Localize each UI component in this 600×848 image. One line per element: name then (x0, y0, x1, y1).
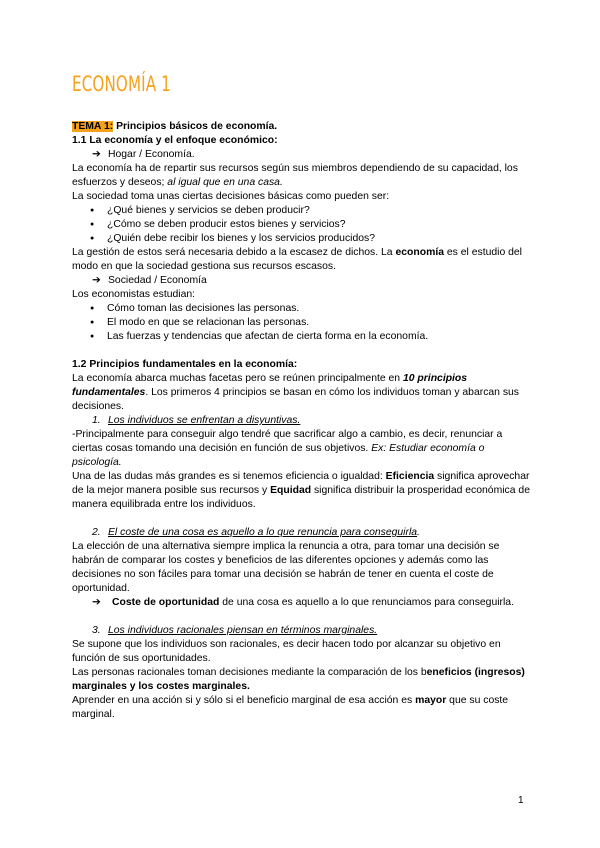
paragraph-comparacion (72, 666, 530, 694)
principle-number: 1. (92, 415, 101, 426)
paragraph-text: La economía abarca muchas facetas pero se reúnen principalmente en (72, 373, 403, 384)
paragraph-bold: eneficios (ingresos) marginales y los costes marginales. (72, 667, 525, 692)
paragraph-text: La economía ha de repartir sus recursos según sus miembros dependiendo de su capacidad, los esfuerzos y deseos; (72, 163, 518, 188)
spacer (72, 610, 530, 624)
arrow-icon: ➔ (92, 275, 101, 286)
arrow-icon: ➔ (92, 149, 101, 160)
paragraph-eficiencia (72, 470, 530, 512)
principle-number: 2. (92, 527, 101, 538)
document-title: ECONOMÍA 1 (72, 72, 171, 96)
principle-title: El coste de una cosa es aquello a lo que renuncia para conseguirla (108, 527, 418, 538)
spacer (72, 512, 530, 526)
paragraph-text: es el estudio del modo en que la sociedad gestiona sus recursos escasos. (72, 247, 522, 272)
paragraph-bold: economía (395, 247, 444, 258)
principle-title: Los individuos racionales piensan en términos marginales. (108, 625, 378, 636)
paragraph-economistas: Los economistas estudian: (72, 289, 196, 300)
paragraph-gestion (72, 246, 530, 274)
arrow-item-hogar (72, 148, 530, 162)
principle-title-tail: . (417, 527, 420, 538)
paragraph-text: . Los primeros 4 principios se basan en cómo los individuos toman y abarcan sus decisiones. (72, 387, 520, 412)
arrow-item-coste (72, 596, 530, 610)
paragraph-racionales: Se supone que los individuos son racionales, es decir hacen todo por alcanzar su objetivo en función de sus oportunidades. (72, 639, 501, 664)
list-item: ● ¿Cómo se deben producir estos bienes y servicios? (72, 218, 530, 232)
arrow-item-text: Sociedad / Economía (108, 275, 207, 286)
arrow-item-text: de una cosa es aquello a lo que renunciamos para conseguirla. (219, 597, 514, 608)
topic-label: TEMA 1: (72, 121, 114, 132)
paragraph-bold: Eficiencia (385, 471, 435, 482)
principle-title: Los individuos se enfrentan a disyuntivas. (108, 415, 301, 426)
principle-3 (72, 624, 530, 638)
list-item: ● El modo en que se relacionan las personas. (72, 316, 530, 330)
arrow-icon: ➔ (92, 597, 101, 608)
section-2-heading: 1.2 Principios fundamentales en la economía: (72, 359, 298, 370)
paragraph-text: Las personas racionales toman decisiones mediante la comparación de los b (72, 667, 427, 678)
page-number: 1 (518, 795, 524, 806)
paragraph-text: significa distribuir la prosperidad económica de manera equilibrada entre los individuos. (72, 485, 530, 510)
paragraph-text: Aprender en una acción si y sólo si el beneficio marginal de esa acción es (72, 695, 416, 706)
topic-title: Principios básicos de economía. (113, 121, 278, 132)
bullet-list-study (72, 302, 530, 344)
paragraph-aprender (72, 694, 530, 722)
list-item: ● Cómo toman las decisiones las personas. (72, 302, 530, 316)
paragraph-text: -Principalmente para conseguir algo tendré que sacrificar algo a cambio, es decir, renunciar a ciertas cosas tomando una decisión en función de sus objetivos. (72, 429, 503, 454)
principle-1 (72, 414, 530, 428)
bullet-list-questions (72, 204, 530, 246)
document-page (72, 70, 530, 722)
paragraph-sacrificar (72, 428, 530, 470)
paragraph-recursos (72, 162, 530, 190)
section-1-heading: 1.1 La economía y el enfoque económico: (72, 135, 278, 146)
spacer (72, 344, 530, 358)
paragraph-bold: Equidad (270, 485, 312, 496)
arrow-item-text: Hogar / Economía. (108, 149, 195, 160)
paragraph-text: significa aprovechar de la mejor manera posible sus recursos y (72, 471, 530, 496)
paragraph-eleccion: La elección de una alternativa siempre implica la renuncia a otra, para tomar una decisión se habrán de comparar los costes y beneficios de las diferentes opciones y además como las decisiones no son fáciles para tomar una decisión se habrán de tener en cuenta el coste de oportunidad. (72, 541, 500, 594)
paragraph-bold-italic: 10 principios fundamentales (72, 373, 468, 398)
paragraph-decisiones: La sociedad toma unas ciertas decisiones básicas como pueden ser: (72, 191, 390, 202)
paragraph-bold: mayor (415, 695, 447, 706)
list-item: ● ¿Qué bienes y servicios se deben producir? (72, 204, 530, 218)
list-item: ● ¿Quién debe recibir los bienes y los servicios producidos? (72, 232, 530, 246)
paragraph-italic: al igual que en una casa. (167, 177, 283, 188)
paragraph-text: que su coste marginal. (72, 695, 509, 720)
topic-heading (72, 120, 530, 134)
list-item: ● Las fuerzas y tendencias que afectan de cierta forma en la economía. (72, 330, 530, 344)
principle-number: 3. (92, 625, 101, 636)
paragraph-text: Una de las dudas más grandes es si tenemos eficiencia o igualdad: (72, 471, 386, 482)
paragraph-facetas (72, 372, 530, 414)
paragraph-text: La gestión de estos será necesaria debido a la escasez de dichos. La (72, 247, 396, 258)
paragraph-italic: Ex: Estudiar economía o psicología. (72, 443, 485, 468)
arrow-item-sociedad (72, 274, 530, 288)
arrow-item-bold: Coste de oportunidad (112, 597, 220, 608)
principle-2 (72, 526, 530, 540)
